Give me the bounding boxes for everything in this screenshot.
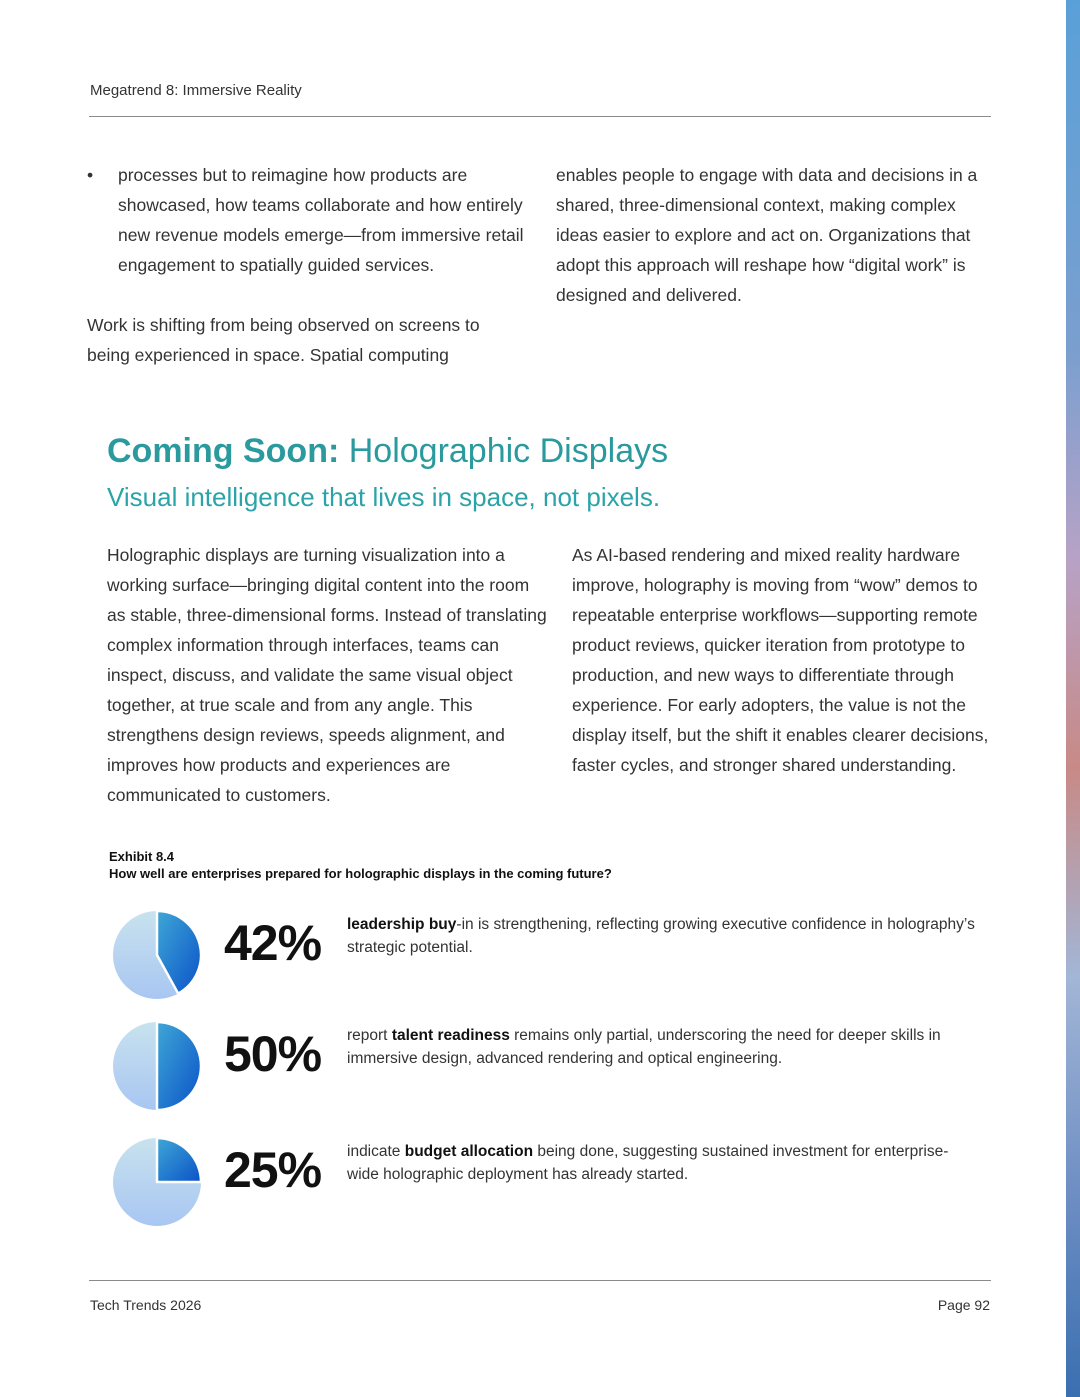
- stat-desc-rest: remains only partial, underscoring the need for deeper skills in immersive design, advanced rendering and optical engineering.: [347, 1027, 941, 1067]
- running-head: Megatrend 8: Immersive Reality: [90, 82, 302, 99]
- footer-page-number: Page 92: [937, 1297, 990, 1313]
- stat-desc-highlight: talent readiness: [391, 1027, 510, 1044]
- section-title-rest: Holographic Displays: [339, 432, 669, 470]
- pie-chart: [110, 1019, 204, 1113]
- stat-description: [347, 913, 977, 959]
- stat-row: [110, 1135, 990, 1229]
- stat-percentage: 42%: [224, 915, 322, 971]
- stat-percentage: 50%: [224, 1026, 322, 1082]
- stat-desc-rest: -in is strengthening, reflecting growing executive confidence in holography’s strategic potential.: [347, 916, 975, 956]
- stat-description: [347, 1140, 977, 1186]
- page-edge-gradient: [1066, 0, 1080, 1397]
- section-paragraph-right: As AI-based rendering and mixed reality hardware improve, holography is moving from “wow” demos to repeatable enterprise workflows—supporting remote product reviews, quicker iteration from prototype to production, and new ways to differentiate through experience. For early adopters, the value is not the display itself, but the shift it enables clearer decisions, faster cycles, and stronger shared understanding.: [572, 545, 989, 775]
- stat-desc-rest: being done, suggesting sustained investment for enterprise-wide holographic deployment has already started.: [347, 1143, 949, 1183]
- bullet-dot: •: [87, 165, 94, 185]
- stat-desc-prefix: report: [347, 1027, 392, 1044]
- header-rule: [89, 116, 991, 117]
- stat-row: [110, 1019, 990, 1113]
- pie-slice: [157, 1022, 201, 1110]
- intro-left-column: [87, 160, 527, 370]
- footer-rule: [89, 1280, 991, 1281]
- bullet-text: processes but to reimagine how products are showcased, how teams collaborate and how entirely new revenue models emerge—from immersive retail engagement to spatially guided services.: [118, 165, 524, 275]
- exhibit-label: Exhibit 8.4: [109, 849, 175, 864]
- pie-chart: [110, 908, 204, 1002]
- footer-publication: Tech Trends 2026: [90, 1297, 202, 1313]
- stat-desc-highlight: budget allocation: [404, 1143, 534, 1160]
- bullet-item: [87, 160, 527, 280]
- intro-paragraph-start: Work is shifting from being observed on screens to being experienced in space. Spatial computing: [87, 315, 480, 365]
- stat-description: [347, 1024, 977, 1070]
- section-title: [107, 432, 668, 471]
- intro-paragraph-continued: enables people to engage with data and decisions in a shared, three-dimensional context, making complex ideas easier to explore and act on. Organizations that adopt this approach will reshape how “digital work” is designed and delivered.: [556, 165, 978, 305]
- pie-slice: [157, 1138, 201, 1182]
- stat-percentage: 25%: [224, 1142, 322, 1198]
- exhibit-title: How well are enterprises prepared for holographic displays in the coming future?: [109, 866, 612, 881]
- section-paragraph-left: Holographic displays are turning visualization into a working surface—bringing digital content into the room as stable, three-dimensional forms. Instead of translating complex information through interfaces, teams can inspect, discuss, and validate the same visual object together, at true scale and from any angle. This strengthens design reviews, speeds alignment, and improves how products and experiences are communicated to customers.: [107, 545, 547, 805]
- stat-desc-prefix: indicate: [347, 1143, 405, 1160]
- section-subtitle: Visual intelligence that lives in space, not pixels.: [107, 482, 661, 512]
- stat-row: [110, 908, 990, 1002]
- section-title-strong: Coming Soon:: [107, 432, 340, 470]
- pie-chart: [110, 1135, 204, 1229]
- stat-desc-highlight: leadership buy: [347, 916, 457, 933]
